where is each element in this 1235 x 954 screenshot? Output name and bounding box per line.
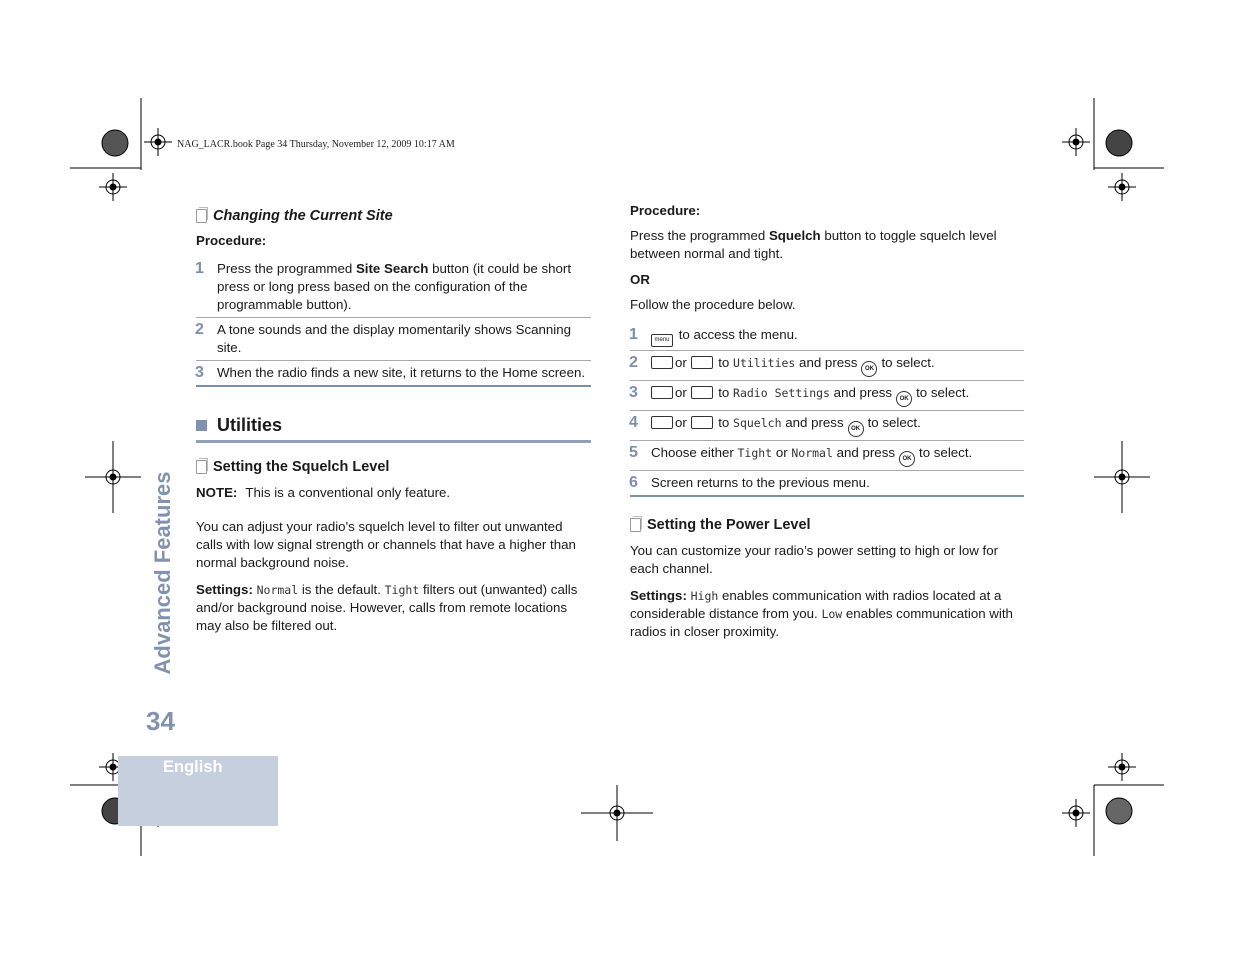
- step-item: 3 When the radio finds a new site, it returns to the Home screen.: [196, 361, 591, 387]
- subsection-squelch: [196, 459, 591, 475]
- page-icon: [196, 209, 207, 223]
- right-arrow-key-icon: [691, 356, 713, 369]
- section-heading-utilities: Utilities: [196, 415, 591, 443]
- page-number: 34: [146, 706, 175, 736]
- right-arrow-key-icon: [691, 416, 713, 429]
- subsection-title: Changing the Current Site: [213, 208, 393, 224]
- procedure-label: Procedure:: [630, 203, 701, 218]
- step-item: 1 menu to access the menu.: [630, 323, 1024, 351]
- ok-key-icon: OK: [848, 421, 864, 437]
- section-square-icon: [196, 420, 207, 431]
- page-icon: [196, 460, 207, 474]
- step-item: 2 A tone sounds and the display momentarily shows Scanning site.: [196, 318, 591, 361]
- left-arrow-key-icon: [651, 416, 673, 429]
- left-arrow-key-icon: [651, 386, 673, 399]
- step-item: 2 or to Utilities and press OK to select.: [630, 351, 1024, 381]
- changing-site-steps: [196, 257, 591, 387]
- ok-key-icon: OK: [861, 361, 877, 377]
- left-column: [196, 208, 591, 644]
- right-arrow-key-icon: [691, 386, 713, 399]
- step-item: 6 Screen returns to the previous menu.: [630, 471, 1024, 497]
- procedure-label: Procedure:: [196, 233, 267, 248]
- squelch-settings: Settings: Normal is the default. Tight filters out (unwanted) calls and/or background noise. However, calls from remote locations may also be filtered out.: [196, 582, 578, 633]
- note: NOTE: This is a conventional only feature.: [196, 485, 451, 500]
- power-settings: Settings: High enables communication with radios located at a considerable distance from you. Low enables communication with radios in closer proximity.: [630, 588, 1013, 639]
- power-paragraph: You can customize your radio’s power setting to high or low for each channel.: [630, 543, 999, 576]
- subsection-title: Setting the Squelch Level: [213, 459, 390, 475]
- step-item: 3 or to Radio Settings and press OK to select.: [630, 381, 1024, 411]
- squelch-button-paragraph: Press the programmed Squelch button to toggle squelch level between normal and tight.: [630, 228, 997, 261]
- step-item: 5 Choose either Tight or Normal and press OK to select.: [630, 441, 1024, 471]
- subsection-power: [630, 517, 1024, 533]
- language-tab: English: [118, 756, 278, 826]
- or-label: OR: [630, 272, 650, 287]
- page-icon: [630, 518, 641, 532]
- chapter-side-label: Advanced Features: [150, 471, 175, 674]
- subsection-changing-site: [196, 208, 591, 224]
- ok-key-icon: OK: [896, 391, 912, 407]
- subsection-title: Setting the Power Level: [647, 517, 811, 533]
- follow-paragraph: Follow the procedure below.: [630, 297, 796, 312]
- squelch-paragraph: You can adjust your radio's squelch level to filter out unwanted calls with low signal strength or channels that have a higher than normal background noise.: [196, 519, 576, 570]
- book-header-line: NAG_LACR.book Page 34 Thursday, November 12, 2009 10:17 AM: [177, 139, 455, 150]
- right-column: [630, 203, 1024, 650]
- squelch-steps: [630, 323, 1024, 497]
- step-item: 4 or to Squelch and press OK to select.: [630, 411, 1024, 441]
- ok-key-icon: OK: [899, 451, 915, 467]
- left-arrow-key-icon: [651, 356, 673, 369]
- step-item: 1 Press the programmed Site Search button (it could be short press or long press based on the configuration of the programmable button).: [196, 257, 591, 318]
- menu-key-icon: menu: [651, 334, 673, 347]
